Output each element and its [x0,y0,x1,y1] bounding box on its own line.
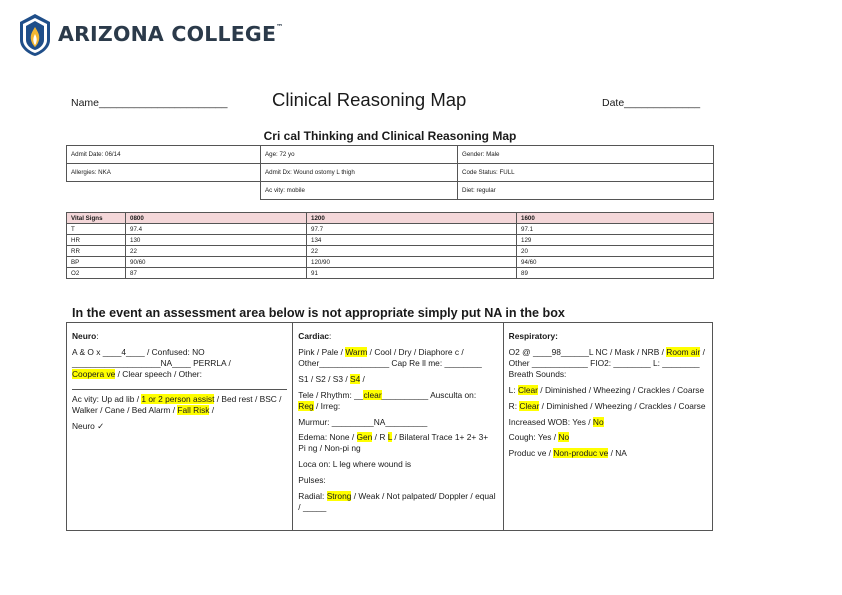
trademark-mark: ™ [276,23,284,31]
diet-cell: Diet: regular [458,182,714,200]
vital-label: T [67,224,126,235]
heart-sounds-text: / [360,373,365,384]
rhythm-text: __________ Ausculta on: [381,389,477,400]
cough-no-highlight: No [558,432,570,443]
speech-line: / Clear speech / Other: [115,368,202,379]
pitting-line: Pi ng / Non-pi ng [298,443,361,454]
location-line: Loca on: L leg where wound is [298,459,412,470]
table-row [67,224,714,235]
cardiac-section [293,323,503,530]
cooperative-highlight: Coopera ve [72,368,116,379]
rhythm-text: Tele / Rhythm: __ [298,389,364,400]
column-header: 1600 [517,213,714,224]
s4-highlight: S4 [349,373,361,384]
divider [72,389,287,390]
vital-value: 97.4 [126,224,307,235]
table-row [67,268,714,279]
neuro-section [67,323,293,530]
vital-value: 22 [307,246,517,257]
vital-value: 134 [307,235,517,246]
age-cell: Age: 72 yo [261,146,458,164]
vital-value: 87 [126,268,307,279]
table-row [67,164,714,182]
date-field: Date_____________ [602,97,701,109]
vital-label: RR [67,246,126,257]
vital-value: 90/60 [126,257,307,268]
admit-dx-cell: Admit Dx: Wound ostomy L thigh [261,164,458,182]
murmur-line: Murmur: _________NA_________ [298,416,428,427]
clear-highlight: clear [363,389,382,400]
vital-value: 91 [307,268,517,279]
pulses-line: Pulses: [298,475,326,486]
page-title: Clinical Reasoning Map [272,89,467,110]
college-logo [18,13,284,57]
left-lung-text: / Diminished / Wheezing / Crackles / Coarse [537,384,705,395]
empty-cell [67,182,261,200]
vital-value: 94/60 [517,257,714,268]
right-clear-highlight: Clear [519,400,540,411]
vital-value: 129 [517,235,714,246]
logo-text: ARIZONA COLLEGE [58,22,277,46]
fall-risk-highlight: Fall Risk [177,404,210,415]
wob-no-highlight: No [592,416,604,427]
section-heading: Cardiac [298,331,330,341]
table-row [67,182,714,200]
strong-highlight: Strong [326,491,352,502]
vital-value: 130 [126,235,307,246]
right-lung-text: / Diminished / Wheezing / Crackles / Coarse [539,400,706,411]
assessment-grid [66,322,713,531]
activity-text: / [209,404,215,415]
shield-flame-icon [18,13,52,57]
heart-sounds-text: S1 / S2 / S3 / [298,373,350,384]
vital-value: 22 [126,246,307,257]
na-instruction: In the event an assessment area below is not appropriate simply put NA in the box [72,306,565,320]
table-header-row [67,213,714,224]
section-heading: Neuro [72,331,97,341]
table-row [67,246,714,257]
vital-value: 97.7 [307,224,517,235]
left-clear-highlight: Clear [517,384,538,395]
admit-date-cell: Admit Date: 06/14 [67,146,261,164]
warm-highlight: Warm [345,346,368,357]
respiratory-section [504,323,712,530]
vital-value: 20 [517,246,714,257]
heading-colon: : [96,331,99,341]
cap-refill-line: Other_______________ Cap Re ll me: ________ [298,357,482,368]
patient-info-table [66,145,714,200]
vital-value: 120/90 [307,257,517,268]
gen-highlight: Gen [356,432,373,443]
o2-text: O2 @ ____98______L NC / Mask / NRB / [508,346,667,357]
heading-colon: : [329,331,332,341]
table-row [67,235,714,246]
activity-text: Ac vity: Up ad lib / [72,393,142,404]
table-row [67,146,714,164]
allergies-cell: Allergies: NKA [67,164,261,182]
section-heading: Respiratory: [508,331,558,341]
reg-highlight: Reg [298,400,314,411]
radial-text: / Weak / Not palpated/ Doppler / equal / _____ [298,491,496,513]
vital-value: 97.1 [517,224,714,235]
column-header: Vital Signs [67,213,126,224]
room-air-highlight: Room air [666,346,701,357]
wob-text: Increased WOB: Yes / [508,416,593,427]
column-header: 0800 [126,213,307,224]
map-subtitle: Cri cal Thinking and Clinical Reasoning Map [263,129,517,143]
o2-text: / Other ____________ FIO2: ________ L: ________ Breath Sounds: [508,346,705,379]
productive-text: / NA [608,448,627,459]
vital-label: BP [67,257,126,268]
vital-label: HR [67,235,126,246]
table-row [67,257,714,268]
activity-text: / Bed rest / BSC / Walker / Cane / Bed Alarm / [72,393,282,415]
activity-cell: Ac vity: mobile [261,182,458,200]
vital-value: 89 [517,268,714,279]
rhythm-text: / Irreg: [313,400,341,411]
perrla-line: ___________________NA____ PERRLA / [72,357,231,368]
gender-cell: Gender: Male [458,146,714,164]
edema-text: / R [372,432,388,443]
column-header: 1200 [307,213,517,224]
neuro-check: Neuro ✓ [72,420,105,431]
edema-text: Edema: None / [298,432,357,443]
right-lung-text: R: [508,400,520,411]
radial-text: Radial: [298,491,327,502]
assist-highlight: 1 or 2 person assist [141,393,215,404]
edema-text: / Bilateral Trace 1+ 2+ 3+ [392,432,489,443]
code-status-cell: Code Status: FULL [458,164,714,182]
productive-text: Produc ve / [508,448,554,459]
left-lung-text: L: [508,384,518,395]
skin-text: / Cool / Dry / Diaphore c / [367,346,464,357]
cough-text: Cough: Yes / [508,432,559,443]
name-field: Name______________________ [71,97,228,109]
nonproductive-highlight: Non-produc ve [553,448,609,459]
skin-text: Pink / Pale / [298,346,346,357]
orientation-line: A & O x ____4____ / Confused: NO [72,346,205,357]
vital-label: O2 [67,268,126,279]
vital-signs-table [66,212,714,279]
left-highlight: L [387,432,393,443]
